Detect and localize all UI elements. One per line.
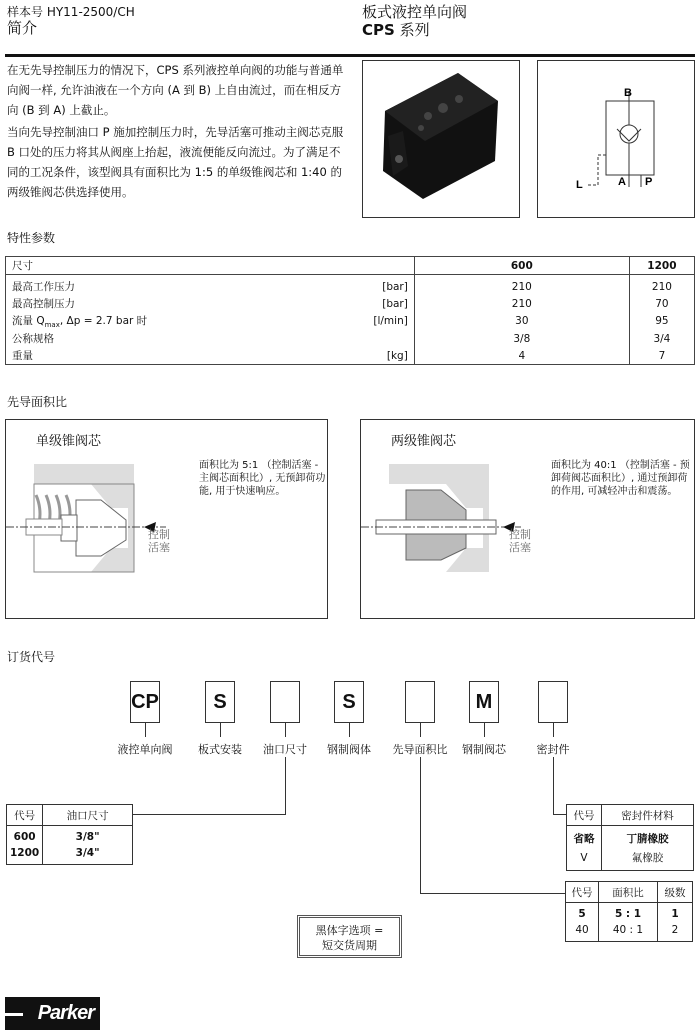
code-box-port: [270, 681, 300, 723]
table-row: 最高工作压力 [bar] 210 210: [6, 275, 695, 296]
svg-text:P: P: [645, 176, 653, 188]
code-box-seal: [538, 681, 568, 723]
code-box-s: S: [205, 681, 235, 723]
table-row: 流量 $Q_{max}$, Δp = 2.7 bar 时 [l/min] 30 95: [6, 312, 695, 330]
single-stage-desc: 面积比为 5:1 （控制活塞 - 主阀芯面积比）, 无预卸荷功能, 用于快速响应。: [199, 460, 326, 497]
intro-text: 在无先导控制压力的情况下，CPS 系列液控单向阀的功能与普通单向阀一样, 允许油液在一个方向 (A 到 B) 上自由流过，而在相反方向 (B 到 A) 上截止。 当向先导控制油口 P 施加控制压力时，先导活塞可推动主阀芯克服 B 口处的压力将其从阀座上抬起，液流便能反向流过。为了满足不同的工况条件，该型阀具有面积比为 1:5 的单级锥阀芯和 1:40 的两级锥阀芯供选择使用。: [7, 63, 344, 199]
table-row: 最高控制压力 [bar] 210 70: [6, 295, 695, 312]
svg-text:A: A: [618, 176, 626, 188]
table-row: 重量 [kg] 4 7: [6, 347, 695, 365]
header-rule: [5, 54, 695, 57]
seal-table: 代号 密封件材料 省略 丁腈橡胶 V 氟橡胶: [566, 804, 694, 871]
note-box: 黑体字选项 = 短交货周期: [297, 915, 402, 958]
two-stage-diagram: [361, 460, 521, 580]
catalog-number: 样本号 HY11-2500/CH: [7, 5, 135, 19]
code-box-ratio: [405, 681, 435, 723]
product-photo: [362, 60, 520, 218]
order-title: 订货代号: [7, 650, 56, 664]
specs-title: 特性参数: [7, 231, 56, 245]
code-box-s2: S: [334, 681, 364, 723]
single-stage-diagram: [6, 460, 166, 580]
series-title: CPS 系列: [362, 21, 430, 39]
code-box-cp: CP: [130, 681, 160, 723]
two-stage-desc: 面积比为 40:1 （控制活塞 - 预卸荷阀芯面积比）, 通过预卸荷的作用, 可减轻冲击和震荡。: [551, 460, 690, 497]
hydraulic-symbol: [537, 60, 695, 218]
pilot-title: 先导面积比: [7, 395, 68, 409]
two-stage-panel: 两级锥阀芯 控制 活塞 面积比为 40:1 （控制活塞 - 预卸荷阀芯面积比）, 通过预卸荷的作用, 可减轻冲击和震荡。: [360, 419, 695, 619]
specs-table: 尺寸 600 1200 最高工作压力 [bar] 210 210 最高控制压力 [bar] 210 70 流量 $Q_{max}$, Δp = 2.7 bar 时 [l/min] 30 95 公称规格 3/8 3/4 重量 [kg] 4 7: [5, 256, 695, 365]
section-title: 简介: [7, 19, 38, 37]
single-stage-panel: 单级锥阀芯 控制 活塞 面积比为 5:1 （控制活塞 - 主阀芯面积比）, 无预卸荷功能, 用于快速响应。: [5, 419, 328, 619]
ratio-table: 代号 面积比 级数 5 5 : 1 1 40 40 : 1 2: [565, 881, 693, 942]
port-size-table: 代号 油口尺寸 600 3/8" 1200 3/4": [6, 804, 133, 865]
table-row: 公称规格 3/8 3/4: [6, 330, 695, 347]
code-box-m: M: [469, 681, 499, 723]
svg-text:B: B: [624, 87, 632, 99]
svg-text:L: L: [576, 179, 583, 191]
parker-logo: Parker: [5, 997, 100, 1030]
page-title: 板式液控单向阀: [362, 3, 468, 21]
